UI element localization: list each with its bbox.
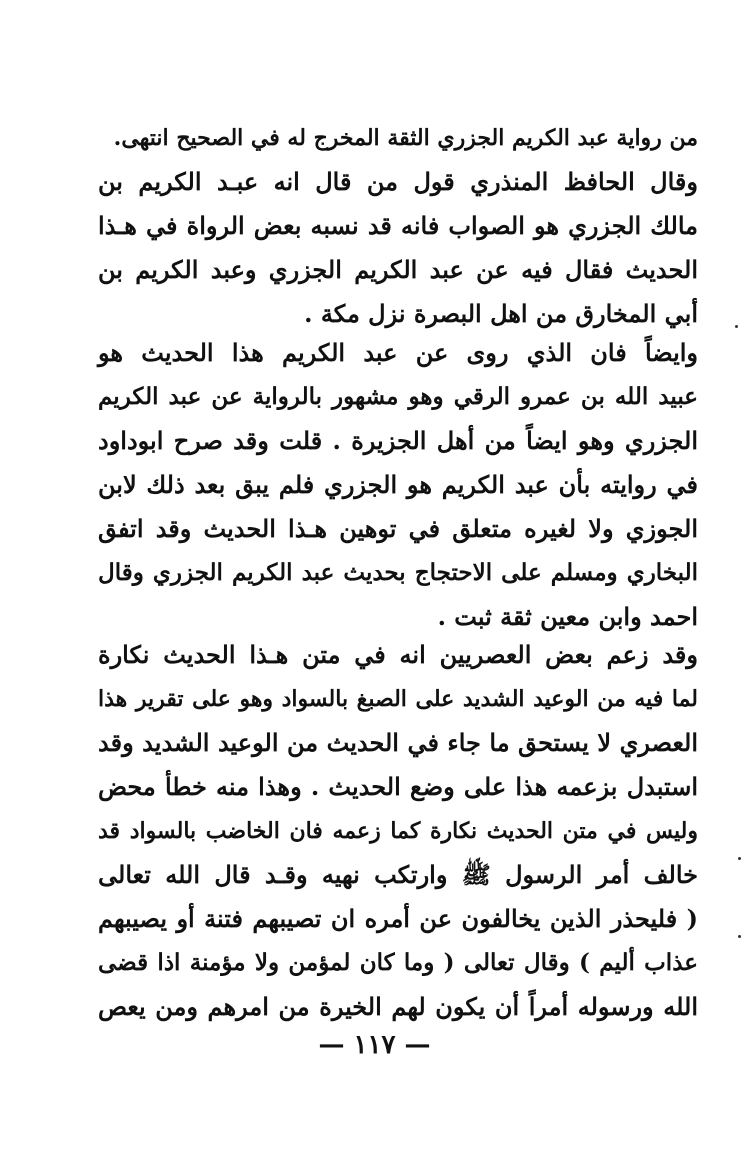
paragraph-2 [98, 331, 698, 639]
paragraph-1 [98, 116, 698, 336]
text-line: وقال الحافظ المنذري قول من قال انه عبـد الكريم بن [98, 167, 698, 196]
text-line: ( فليحذر الذين يخالفون عن أمره ان تصيبهم فتنة أو يصيبهم [98, 904, 698, 933]
page-number: — ١١٧ — [318, 1030, 431, 1060]
margin-dot [738, 935, 741, 938]
text-line: عذاب أليم ) وقال تعالى ( وما كان لمؤمن ولا مؤمنة اذا قضى [98, 949, 698, 976]
text-line: من رواية عبد الكريم الجزري الثقة المخرج له في الصحيح انتهى. [113, 125, 698, 151]
text-line: الحديث فقال فيه عن عبد الكريم الجزري وعبد الكريم بن [98, 255, 698, 284]
text-line: عبيد الله بن عمرو الرقي وهو مشهور بالرواية عن عبد الكريم [98, 383, 698, 410]
text-line: أبي المخارق من اهل البصرة نزل مكة . [304, 299, 698, 328]
margin-dot [735, 325, 738, 328]
text-line: وايضاً فان الذي روى عن عبد الكريم هذا الحديث هو [98, 338, 698, 367]
text-line: لما فيه من الوعيد الشديد على الصبغ بالسواد وهو على تقرير هذا [98, 686, 698, 712]
text-line: احمد وابن معين ثقة ثبت . [437, 602, 698, 631]
margin-dot [738, 857, 741, 860]
text-line: مالك الجزري هو الصواب فانه قد نسبه بعض الرواة في هـذا [98, 211, 698, 240]
text-line: استبدل بزعمه هذا على وضع الحديث . وهذا منه خطأ محض [98, 772, 698, 801]
text-line: الجوزي ولا لغيره متعلق في توهين هـذا الحديث وقد اتفق [98, 514, 698, 543]
text-line: خالف أمر الرسول ﷺ وارتكب نهيه وقـد قال الله تعالى [98, 860, 698, 889]
text-line: في روايته بأن عبد الكريم هو الجزري فلم يبق بعد ذلك لابن [98, 470, 698, 499]
text-line: العصري لا يستحق ما جاء في الحديث من الوعيد الشديد وقد [98, 728, 698, 757]
text-line: الله ورسوله أمراً أن يكون لهم الخيرة من امرهم ومن يعص [98, 992, 698, 1021]
paragraph-3 [98, 633, 698, 1029]
text-line: البخاري ومسلم على الاحتجاج بحديث عبد الكريم الجزري وقال [98, 559, 698, 586]
text-line: الجزري وهو ايضاً من أهل الجزيرة . قلت وقد صرح ابوداود [98, 426, 698, 455]
text-line: وليس في متن الحديث نكارة كما زعمه فان الخاضب بالسواد قد [98, 818, 698, 844]
text-line: وقد زعم بعض العصريين انه في متن هـذا الحديث نكارة [98, 640, 698, 669]
